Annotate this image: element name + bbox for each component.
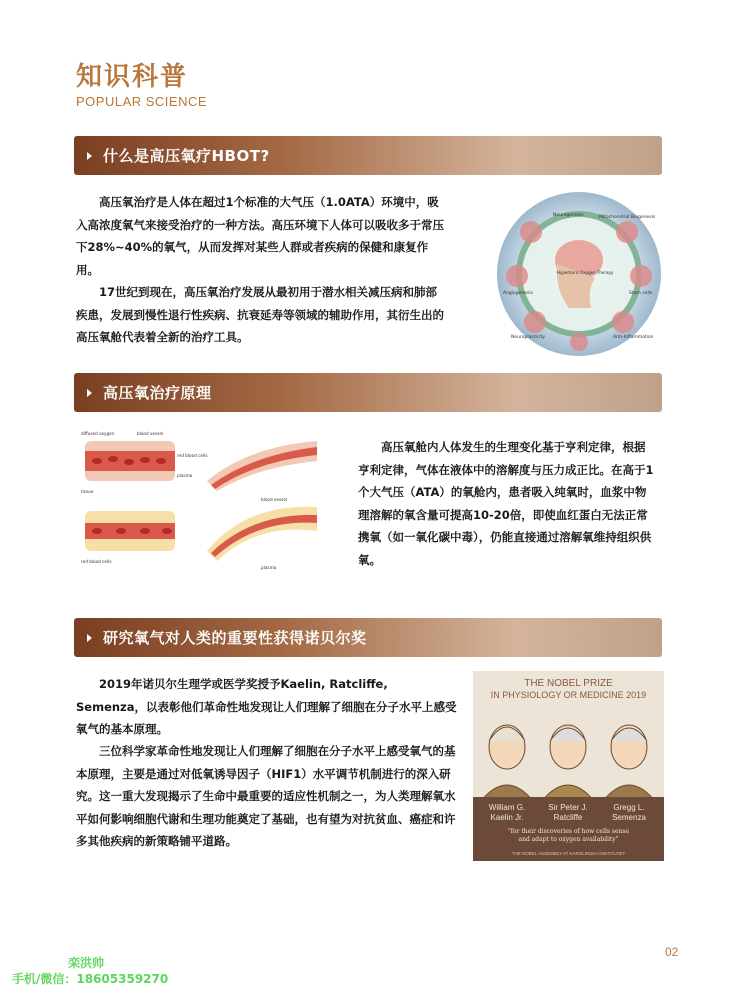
contact-name: 栾洪帅 (68, 956, 105, 970)
illustration-label: blood vessel (261, 497, 288, 502)
oxygen-diffusion-illustration (77, 427, 327, 573)
illustration-label: plasma (177, 473, 193, 478)
section-heading-nobel (74, 618, 662, 657)
page-number: 02 (665, 945, 679, 959)
diagram-label: Anti-Inflammation (613, 335, 654, 340)
diagram-label: Mitochondrial Biogenesis (599, 215, 656, 220)
laureate-last-name: Kaelin Jr. (490, 813, 524, 822)
nobel-footer: THE NOBEL ASSEMBLY AT KAROLINSKA INSTITUTET (511, 851, 626, 856)
diagram-label: Angiogenesis (503, 291, 533, 296)
paragraph: 三位科学家革命性地发现让人们理解了细胞在分子水平上感受氧气的基本原理，主要是通过对低氧诱导因子（HIF1）水平调节机制进行的深入研究。这一重大发现揭示了生命中最重要的适应性机制之一，为人类理解氧水平如何影响细胞代谢和生理功能奠定了基础，也有望为对抗贫血、癌症和许多其他疾病的新策略铺平道路。 (76, 744, 456, 848)
triangle-bullet-icon (87, 389, 92, 397)
nobel-title: THE NOBEL PRIZE (524, 678, 613, 689)
diagram-label: Neuroplasticity (511, 335, 545, 340)
illustration-label: red blood cells (177, 453, 208, 458)
diagram-label: Hyperbaric Oxygen Therapy (557, 270, 614, 275)
laureate-last-name: Ratcliffe (553, 813, 583, 822)
triangle-bullet-icon (87, 634, 92, 642)
nobel-prize-poster (473, 671, 664, 861)
laureate-first-name: William G. (488, 803, 526, 812)
illustration-label: blood vessel (137, 431, 164, 436)
illustration-label: diffused oxygen (81, 431, 115, 436)
paragraph: 17世纪到现在，高压氧治疗发展从最初用于潜水相关减压病和肺部疾患，发展到慢性退行性疾病、抗衰延寿等领域的辅助作用，其衍生出的高压氧舱代表着全新的治疗工具。 (76, 285, 444, 344)
laureate-first-name: Sir Peter J. (548, 803, 588, 812)
nobel-citation: "for their discoveries of how cells sense (507, 828, 630, 835)
paragraph: 高压氧舱内人体发生的生理变化基于亨利定律，根据亨利定律，气体在液体中的溶解度与压力成正比。在高于1个大气压（ATA）的氧舱内，患者吸入纯氧时，血浆中物理溶解的氧含量可提高10-20倍，即使血红蛋白无法正常携氧（如一氧化碳中毒），仍能直接通过溶解氧维持组织供氧。 (358, 440, 654, 567)
nobel-subtitle: IN PHYSIOLOGY OR MEDICINE 2019 (490, 690, 647, 700)
contact-phone: 手机/微信：18605359270 (12, 972, 169, 986)
page-title: 知识科普 (76, 62, 189, 92)
nobel-citation: and adapt to oxygen availability" (518, 836, 619, 843)
section-heading-hbot (74, 136, 662, 175)
section-heading-label: 什么是高压氧疗HBOT? (103, 147, 270, 165)
diagram-label: Stem cells (629, 291, 653, 296)
paragraph: 高压氧治疗是人体在超过1个标准的大气压（1.0ATA）环境中，吸入高浓度氧气来接受治疗的一种方法。高压环境下人体可以吸收多于常压下28%~40%的氧气，从而发挥对某些人群或者疾病的保健和康复作用。 (76, 195, 444, 277)
illustration-label: tissue (81, 489, 94, 494)
page-subtitle: POPULAR SCIENCE (76, 94, 208, 109)
illustration-label: red blood cells (81, 559, 112, 564)
section-heading-label: 高压氧治疗原理 (103, 384, 212, 402)
paragraph: 2019年诺贝尔生理学或医学奖授予Kaelin, Ratcliffe, Semenza，以表彰他们革命性地发现让人们理解了细胞在分子水平上感受氧气的基本原理。 (76, 677, 457, 736)
diagram-label: Neurogenesis (553, 213, 584, 218)
section-heading-principle (74, 373, 662, 412)
triangle-bullet-icon (87, 152, 92, 160)
illustration-label: plasma (261, 565, 277, 570)
section-heading-label: 研究氧气对人类的重要性获得诺贝尔奖 (103, 629, 367, 647)
laureate-last-name: Semenza (612, 813, 646, 822)
laureate-first-name: Gregg L. (613, 803, 645, 812)
hbot-effects-diagram (495, 190, 663, 358)
